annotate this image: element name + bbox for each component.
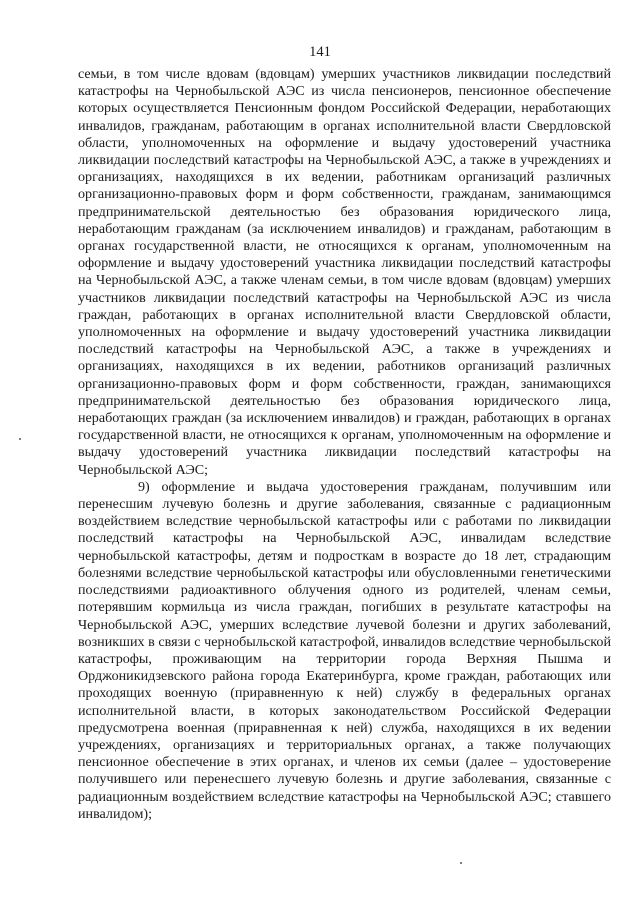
scan-speck bbox=[460, 862, 462, 864]
document-body bbox=[78, 66, 611, 823]
page-number: 141 bbox=[309, 44, 331, 60]
paragraph-item-9: 9) оформление и выдача удостоверения гражданам, получившим или перенесшим лучевую болезнь и другие заболевания, связанные с радиационным воздействием вследствие чернобыльской катастрофы или с работами по ликвидации последствий катастрофы на Чернобыльской АЭС, инвалидам вследствие чернобыльской катастрофы, детям и подросткам в возрасте до 18 лет, страдающим болезнями вследствие чернобыльской катастрофы или обусловленными генетическими последствиями радиоактивного облучения одного из родителей, членам семьи, потерявшим кормильца из числа граждан, погибших в результате катастрофы на Чернобыльской АЭС, умерших вследствие лучевой болезни и других заболеваний, возникших в связи с чернобыльской катастрофой, инвалидов вследствие чернобыльской катастрофы, проживающим на территории города Верхняя Пышма и Орджоникидзевского района города Екатеринбурга, кроме граждан, работающих или проходящих военную (приравненную к ней) службу в федеральных органах исполнительной власти, в которых законодательством Российской Федерации предусмотрена военная (приравненная к ней) служба, находящихся в их ведении учреждениях, организациях и территориальных органах, а также получающих пенсионное обеспечение в этих органах, и членов их семьи (далее – удостоверение получившего или перенесшего лучевую болезнь и другие заболевания, связанные с радиационным воздействием вследствие катастрофы на Чернобыльской АЭС; ставшего инвалидом); bbox=[78, 478, 611, 822]
paragraph-continuation: семьи, в том числе вдовам (вдовцам) умерших участников ликвидации последствий катастрофы на Чернобыльской АЭС из числа пенсионеров, пенсионное обеспечение которых осуществляется Пенсионным фондом Российской Федерации, неработающих инвалидов, гражданам, работающим в органах исполнительной власти Свердловской области, уполномоченных на оформление и выдачу удостоверений участника ликвидации последствий катастрофы на Чернобыльской АЭС, а также в учреждениях и организациях, находящихся в их ведении, работникам организаций различных организационно-правовых форм и форм собственности, гражданам, занимающимся предпринимательской деятельностью без образования юридического лица, неработающим гражданам (за исключением инвалидов) и гражданам, работающим в органах государственной власти, не относящихся к органам, уполномоченным на оформление и выдачу удостоверений участника ликвидации последствий катастрофы на Чернобыльской АЭС, а также членам семьи, в том числе вдовам (вдовцам) умерших участников ликвидации последствий катастрофы на Чернобыльской АЭС из числа граждан, работающих в органах исполнительной власти Свердловской области, уполномоченных на оформление и выдачу удостоверений участника ликвидации последствий катастрофы на Чернобыльской АЭС, а также в учреждениях и организациях, находящихся в их ведении, работников организаций различных организационно-правовых форм и форм собственности, граждан, занимающихся предпринимательской деятельностью без образования юридического лица, неработающих граждан (за исключением инвалидов) и граждан, работающих в органах государственной власти, не относящихся к органам, уполномоченным на оформление и выдачу удостоверений участника ликвидации последствий катастрофы на Чернобыльской АЭС; bbox=[78, 66, 611, 478]
scan-speck bbox=[19, 438, 21, 440]
